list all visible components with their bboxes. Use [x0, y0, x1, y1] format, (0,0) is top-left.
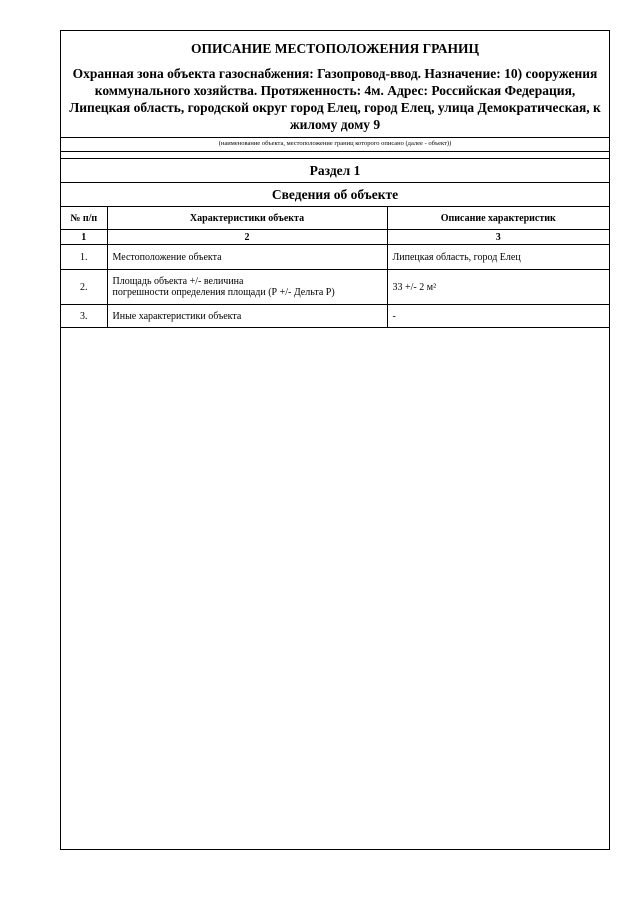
- document-frame: [60, 30, 610, 850]
- row-characteristic-line: погрешности определения площади (Р +/- Дельта Р): [112, 287, 335, 298]
- column-number-2: 2: [107, 230, 387, 245]
- row-description: -: [387, 305, 609, 328]
- row-description: 33 +/- 2 м²: [387, 270, 609, 305]
- row-number: 1.: [61, 245, 107, 270]
- row-number: 3.: [61, 305, 107, 328]
- table-header-row: [61, 207, 609, 230]
- object-info-table: [61, 206, 609, 328]
- column-number-1: 1: [61, 230, 107, 245]
- object-name-hint-row: [61, 137, 609, 151]
- row-characteristic: Местоположение объекта: [107, 245, 387, 270]
- row-description: Липецкая область, город Елец: [387, 245, 609, 270]
- row-characteristic: [107, 270, 387, 305]
- row-number: 2.: [61, 270, 107, 305]
- row-characteristic-line: Площадь объекта +/- величина: [112, 276, 244, 287]
- row-characteristic: Иные характеристики объекта: [107, 305, 387, 328]
- object-name: Охранная зона объекта газоснабжения: Газопровод-ввод. Назначение: 10) сооружения коммунального хозяйства. Протяженность: 4м. Адрес: Российская Федерация, Липецкая область, городской округ город Елец, город Елец, улица Демократическая, к жилому дому 9: [69, 66, 601, 132]
- section-title: Раздел 1: [61, 158, 609, 182]
- header-description: Описание характеристик: [387, 207, 609, 230]
- spacer-row: [61, 151, 609, 158]
- table-row: [61, 245, 609, 270]
- document-title: ОПИСАНИЕ МЕСТОПОЛОЖЕНИЯ ГРАНИЦ: [191, 41, 479, 56]
- object-name-hint: (наименование объекта, местоположение границ которого описано (далее - объект)): [218, 140, 452, 147]
- table-row: [61, 270, 609, 305]
- header-number: № п/п: [61, 207, 107, 230]
- column-number-3: 3: [387, 230, 609, 245]
- subsection-title: Сведения об объекте: [61, 182, 609, 206]
- header-characteristic: Характеристики объекта: [107, 207, 387, 230]
- column-number-row: [61, 230, 609, 245]
- table-row: [61, 305, 609, 328]
